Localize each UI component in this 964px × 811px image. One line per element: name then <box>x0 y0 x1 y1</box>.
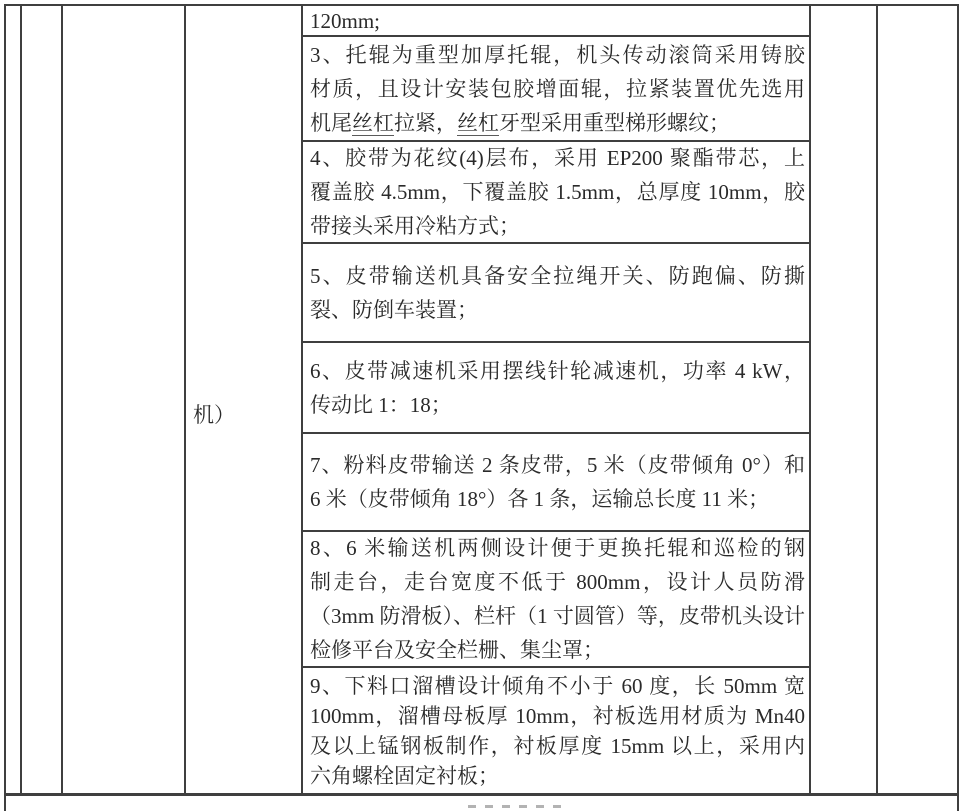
spec-text-line <box>310 671 805 701</box>
spec-cell-spec-7 <box>303 434 809 532</box>
text-segment: 六角螺栓固定衬板； <box>310 763 499 788</box>
text-segment: 机尾 <box>310 110 352 135</box>
text-segment: 5、皮带输送机具备安全拉绳开关、防跑偏、防撕 <box>310 263 805 288</box>
row-group-bottom-rule <box>4 793 959 796</box>
text-segment: 传动比 1：18； <box>310 392 452 417</box>
spec-text-line <box>310 565 805 599</box>
spec-text-line <box>310 482 805 516</box>
text-segment: 裂、防倒车装置； <box>310 297 478 322</box>
spec-cell-spec-6 <box>303 343 809 434</box>
spec-text-line <box>310 731 805 761</box>
text-segment: 及以上锰钢板制作，衬板厚度 15mm 以上，采用内 <box>310 733 805 758</box>
text-segment: 6、皮带减速机采用摆线针轮减速机，功率 4 kW， <box>310 358 805 383</box>
spec-text-line <box>310 354 805 388</box>
text-segment: 材质，且设计安装包胶增面辊，拉紧装置优先选用 <box>310 76 805 101</box>
spec-text-line <box>310 633 805 667</box>
text-segment: 8、6 米输送机两侧设计便于更换托辊和巡检的钢 <box>310 536 805 560</box>
spec-text-line <box>310 761 805 791</box>
spec-text-line <box>310 701 805 731</box>
clipped-glyph-top <box>519 805 527 808</box>
spec-cell-spec-9 <box>303 668 809 793</box>
spec-cell-continued-spec-2 <box>303 6 809 37</box>
clipped-heading-fragments <box>468 805 561 808</box>
spec-text-line <box>310 293 805 327</box>
col-divider-5 <box>809 6 811 793</box>
col-divider-3 <box>184 6 186 793</box>
text-segment: 拉紧， <box>394 110 457 135</box>
text-segment: 检修平台及安全栏栅、集尘罩； <box>310 638 604 662</box>
table-left-border <box>4 4 6 811</box>
text-segment: 制走台，走台宽度不低于 800mm，设计人员防滑 <box>310 570 805 594</box>
spec-text-line <box>310 388 805 422</box>
clipped-glyph-top <box>485 805 493 808</box>
spec-text-line <box>310 209 805 243</box>
spec-text-line <box>310 448 805 482</box>
text-segment: 9、下料口溜槽设计倾角不小于 60 度，长 50mm 宽 <box>310 673 805 698</box>
text-segment: 6 米（皮带倾角 18°）各 1 条，运输总长度 11 米； <box>310 487 770 511</box>
col-divider-2 <box>61 6 63 793</box>
col-divider-6 <box>876 6 878 793</box>
equipment-name-wrapped-tail: 机） <box>193 403 235 427</box>
spec-text-line <box>310 259 805 293</box>
spec-cell-spec-8 <box>303 532 809 668</box>
spec-cell-spec-3 <box>303 37 809 142</box>
table-right-border <box>957 4 959 811</box>
clipped-glyph-top <box>536 805 544 808</box>
spec-text-line <box>310 142 805 175</box>
text-segment: 覆盖胶 4.5mm，下覆盖胶 1.5mm，总厚度 10mm，胶 <box>310 180 805 204</box>
text-segment: 7、粉料皮带输送 2 条皮带，5 米（皮带倾角 0°）和 <box>310 453 805 477</box>
text-segment: 4、胶带为花纹(4)层布，采用 EP200 聚酯带芯，上 <box>310 146 805 170</box>
spec-text-line <box>310 599 805 633</box>
spec-text-line <box>310 38 805 72</box>
underlined-term: 丝杠 <box>352 110 394 135</box>
spec-cell-spec-5 <box>303 244 809 343</box>
text-segment: 3、托辊为重型加厚托辊，机头传动滚筒采用铸胶 <box>310 42 805 67</box>
text-segment: 100mm，溜槽母板厚 10mm，衬板选用材质为 Mn40 <box>310 703 805 728</box>
spec-text-line <box>310 175 805 209</box>
spec-cell-spec-4 <box>303 142 809 244</box>
clipped-glyph-top <box>502 805 510 808</box>
text-segment: 带接头采用冷粘方式； <box>310 214 520 238</box>
clipped-glyph-top <box>468 805 476 808</box>
spec-text-line <box>310 532 805 565</box>
spec-rows <box>303 6 809 793</box>
spec-text-line <box>310 106 805 140</box>
underlined-term: 丝杠 <box>457 110 499 135</box>
text-segment: （3mm 防滑板）、栏杆（1 寸圆管）等，皮带机头设计 <box>310 604 805 628</box>
text-segment: 牙型采用重型梯形螺纹； <box>499 110 730 135</box>
clipped-glyph-top <box>553 805 561 808</box>
text-segment: 120mm; <box>310 8 381 33</box>
spec-text-line <box>310 6 805 37</box>
col-divider-1 <box>20 6 22 793</box>
spec-text-line <box>310 72 805 106</box>
